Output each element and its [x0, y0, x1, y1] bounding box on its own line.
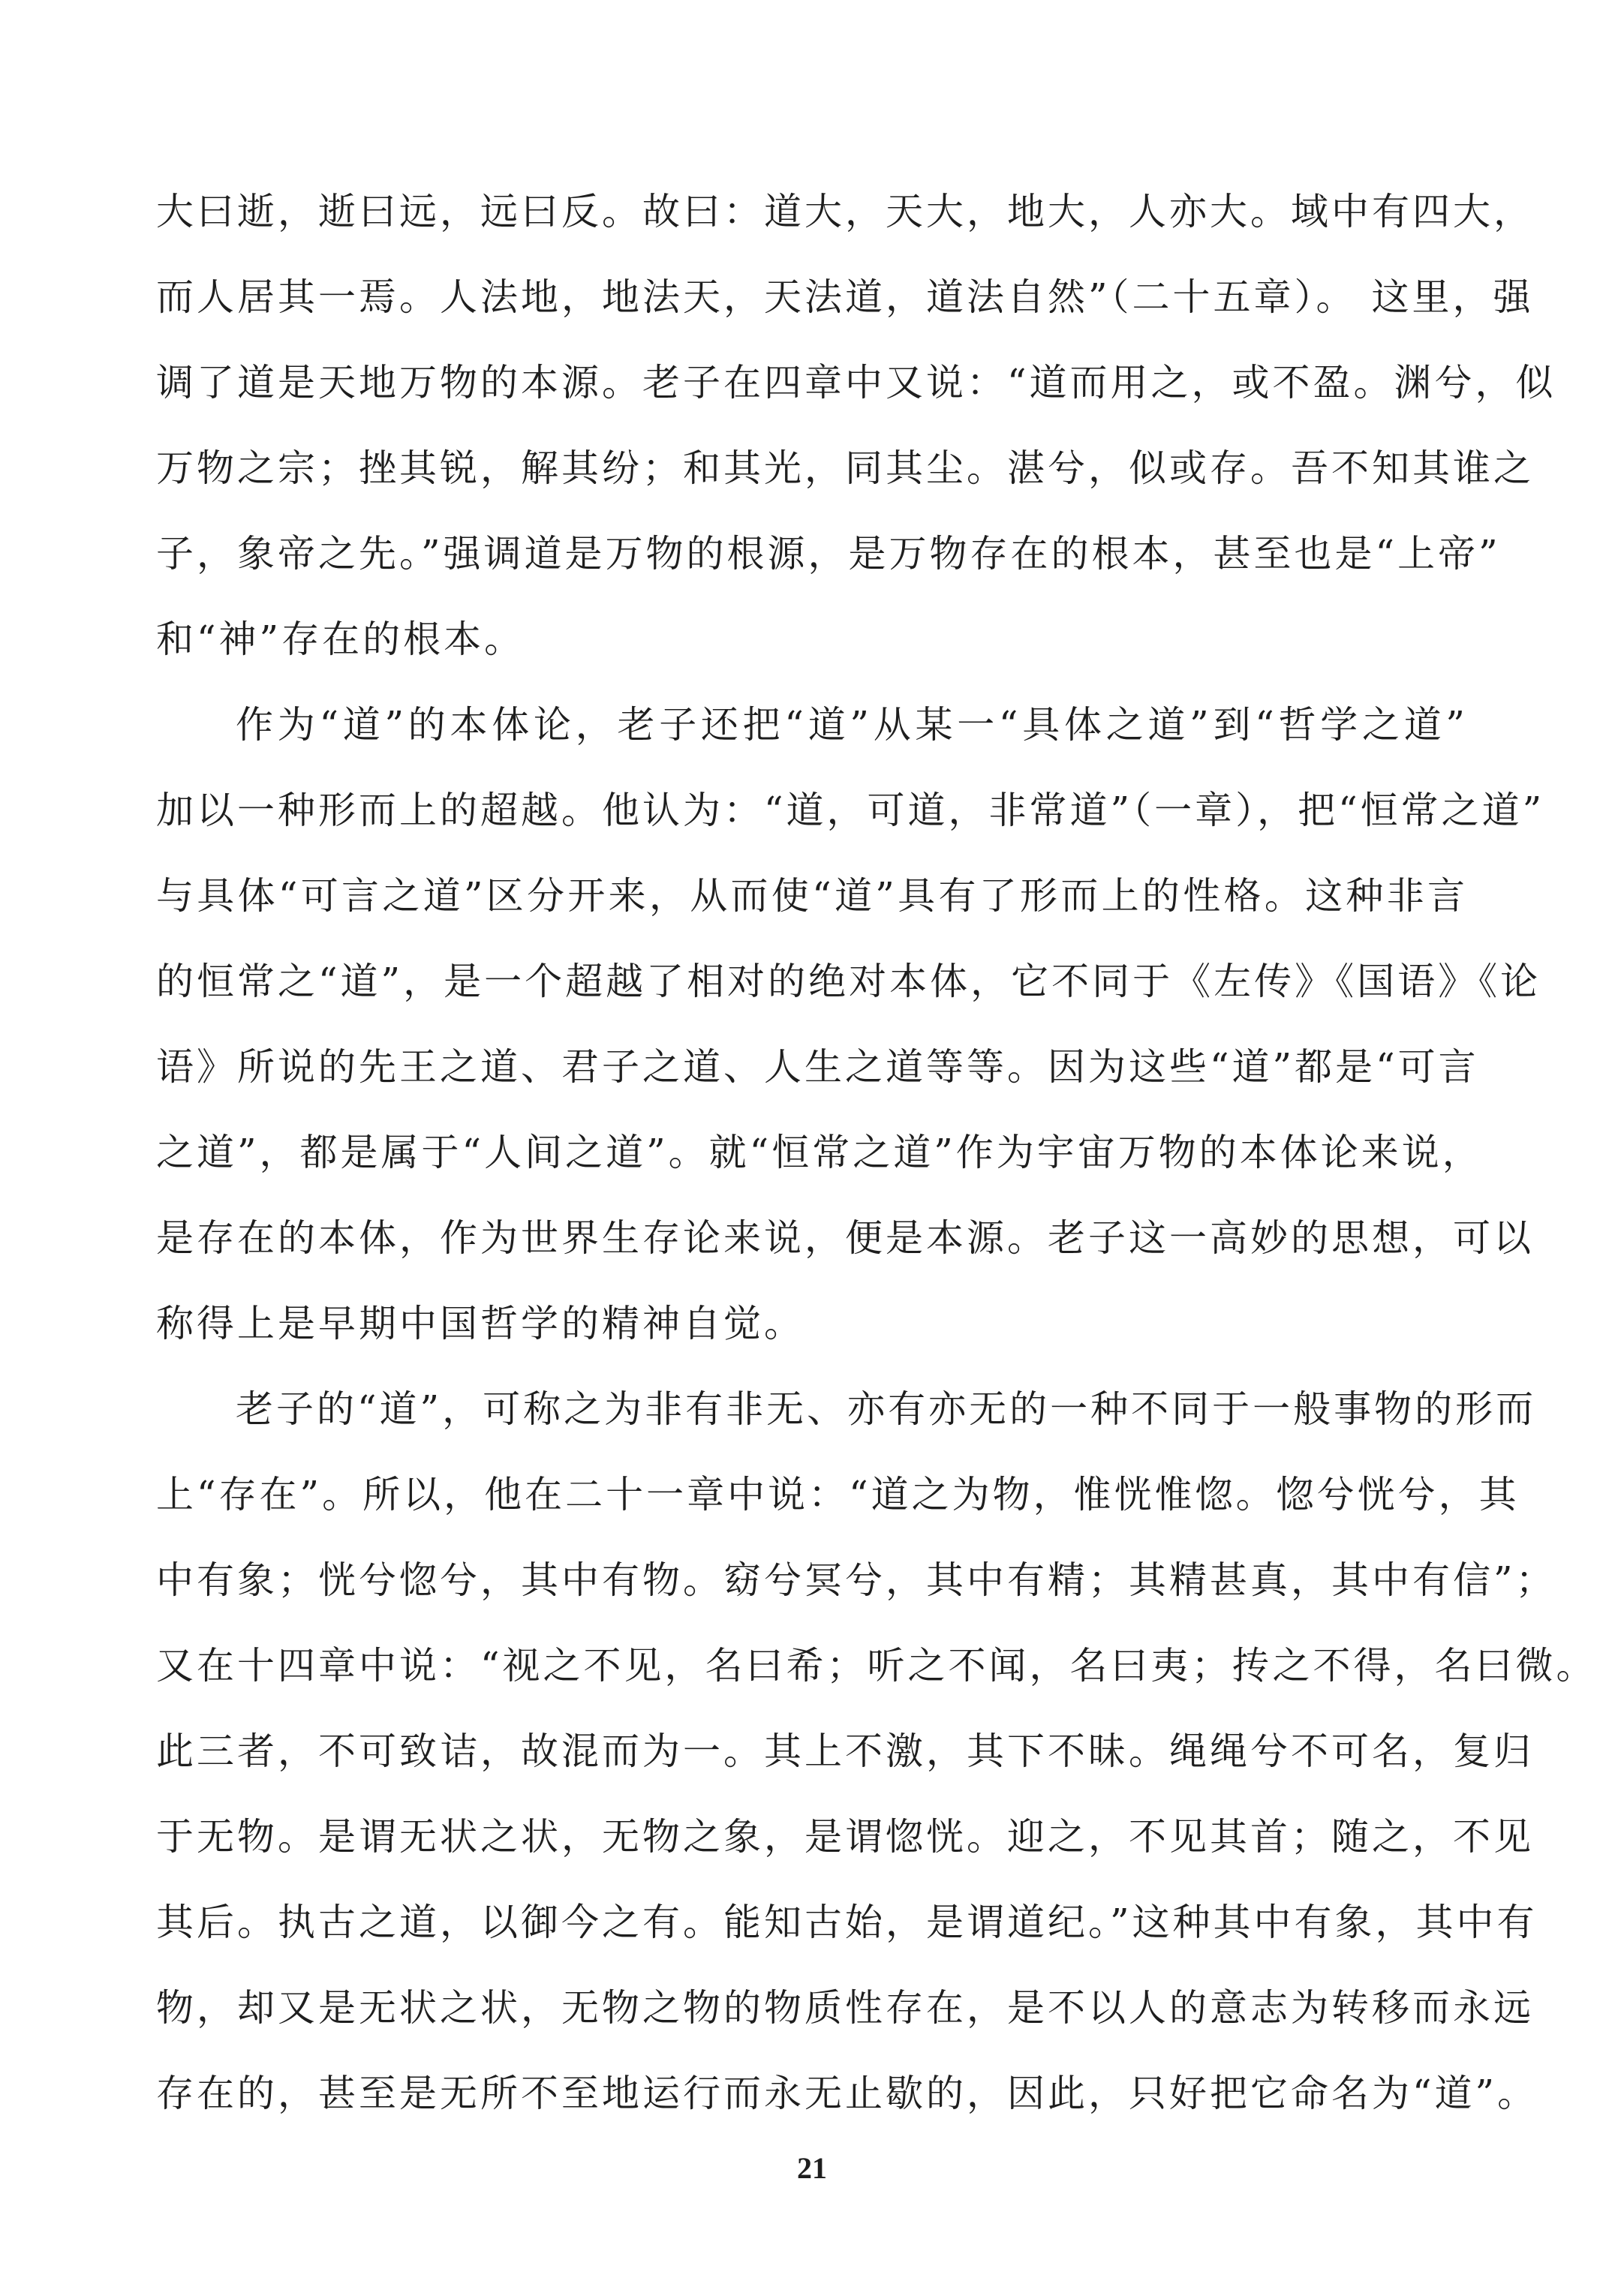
paragraph-2-line-1: 作为“道”的本体论，老子还把“道”从某一“具体之道”到“哲学之道” [236, 703, 1468, 747]
paragraph-2-line-3: 与具体“可言之道”区分开来，从而使“道”具有了形而上的性格。这种非言 [156, 874, 1468, 918]
paragraph-2-line-7: 是存在的本体，作为世界生存论来说，便是本源。老子这一高妙的思想，可以 [156, 1216, 1534, 1260]
body-text [156, 169, 1597, 2136]
paragraph-3-line-6: 于无物。是谓无状之状，无物之象，是谓惚恍。迎之，不见其首；随之，不见 [156, 1815, 1534, 1859]
paragraph-1-line-5: 子，象帝之先。”强调道是万物的根源，是万物存在的根本，甚至也是“上帝” [156, 532, 1501, 576]
page-number: 21 [797, 2151, 827, 2185]
paragraph-1-line-6: 和“神”存在的根本。 [156, 618, 525, 661]
paragraph-3-line-4: 又在十四章中说：“视之不见，名曰希；听之不闻，名曰夷；抟之不得，名曰微。 [156, 1644, 1597, 1687]
paragraph-2-line-5: 语》所说的先王之道、君子之道、人生之道等等。因为这些“道”都是“可言 [156, 1045, 1479, 1089]
paragraph-2-line-4: 的恒常之“道”，是一个超越了相对的绝对本体，它不同于《左传》《国语》《论 [156, 960, 1541, 1003]
paragraph-3-line-3: 中有象；恍兮惚兮，其中有物。窈兮冥兮，其中有精；其精甚真，其中有信”； [156, 1558, 1556, 1602]
paragraph-1-line-2: 而人居其一焉。人法地，地法天，天法道，道法自然”（二十五章）。 这里，强 [156, 275, 1534, 319]
paragraph-3-line-5: 此三者，不可致诘，故混而为一。其上不激，其下不昧。绳绳兮不可名，复归 [156, 1730, 1534, 1773]
paragraph-1-line-4: 万物之宗；挫其锐，解其纷；和其光，同其尘。湛兮，似或存。吾不知其谁之 [156, 446, 1534, 490]
paragraph-3-line-9: 存在的，甚至是无所不至地运行而永无止歇的，因此，只好把它命名为“道”。 [156, 2072, 1538, 2115]
paragraph-3-line-7: 其后。执古之道，以御今之有。能知古始，是谓道纪。”这种其中有象，其中有 [156, 1901, 1538, 1944]
paragraph-2-line-2: 加以一种形而上的超越。他认为：“道，可道，非常道”（一章），把“恒常之道” [156, 789, 1545, 832]
paragraph-1-line-1: 大曰逝，逝曰远，远曰反。故曰：道大，天大，地大，人亦大。域中有四大， [156, 190, 1534, 233]
paragraph-1-line-3: 调了道是天地万物的本源。老子在四章中又说：“道而用之，或不盈。渊兮，似 [156, 361, 1556, 404]
paragraph-2-line-6: 之道”，都是属于“人间之道”。就“恒常之道”作为宇宙万物的本体论来说， [156, 1131, 1483, 1174]
paragraph-2-line-8: 称得上是早期中国哲学的精神自觉。 [156, 1302, 804, 1345]
paragraph-3-line-2: 上“存在”。所以，他在二十一章中说：“道之为物，惟恍惟惚。惚兮恍兮，其 [156, 1473, 1520, 1516]
paragraph-3-line-1: 老子的“道”，可称之为非有非无、亦有亦无的一种不同于一般事物的形而 [236, 1387, 1537, 1431]
paragraph-3-line-8: 物，却又是无状之状，无物之物的物质性存在，是不以人的意志为转移而永远 [156, 1986, 1534, 2030]
